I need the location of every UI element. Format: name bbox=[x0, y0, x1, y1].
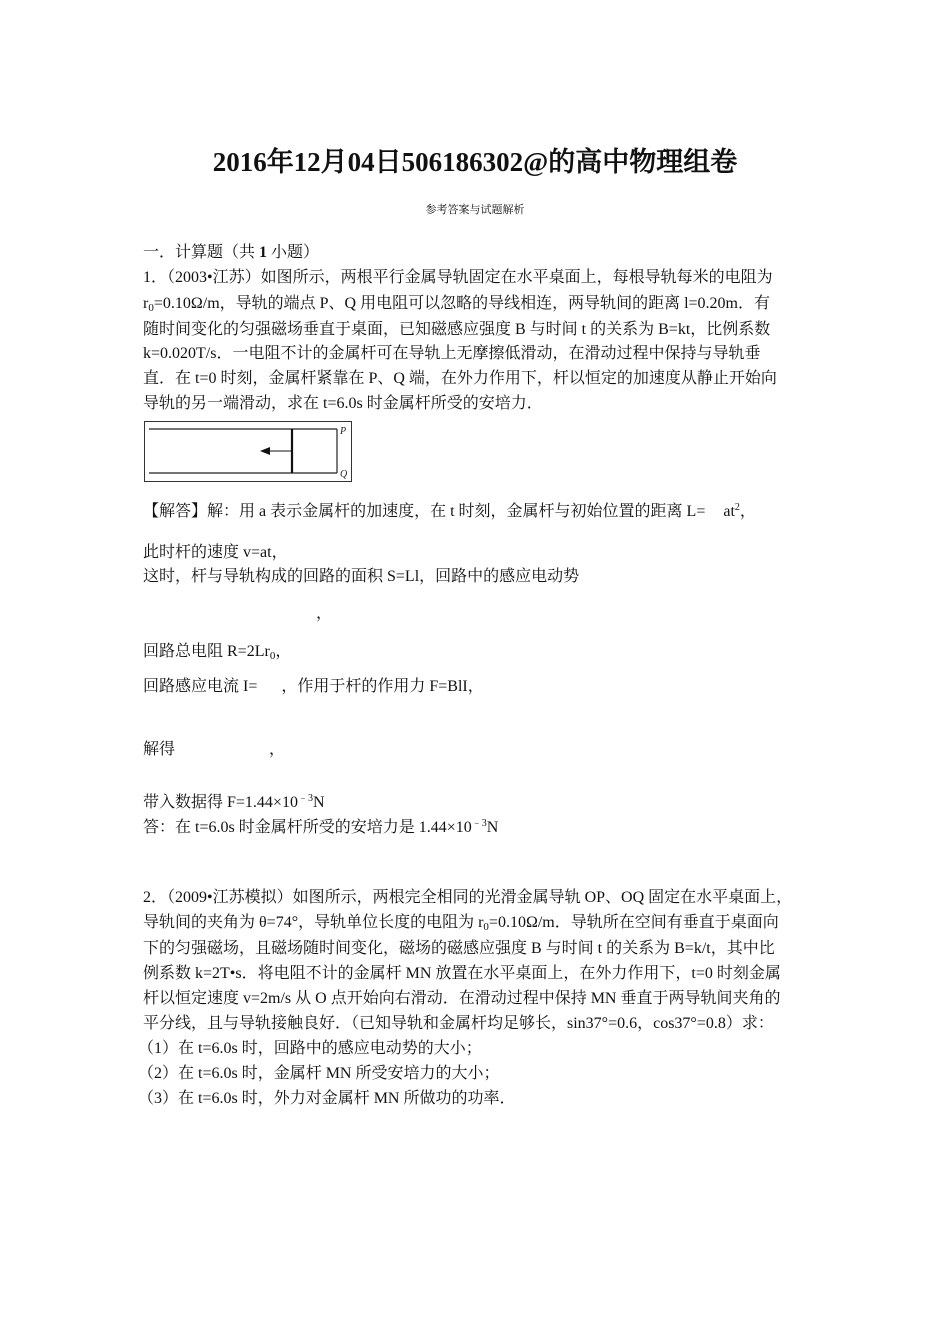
q2-line-1: 2．（2009•江苏模拟）如图所示，两根完全相同的光滑金属导轨 OP、OQ 固定在水平桌面上， bbox=[143, 889, 793, 906]
solution-at: at bbox=[723, 503, 735, 520]
solution-line-2: 此时杆的速度 v=at， bbox=[143, 544, 288, 561]
q2-part-3: （3）在 t=6.0s 时，外力对金属杆 MN 所做功的功率． bbox=[138, 1090, 516, 1107]
q1-line-5: 直．在 t=0 时刻，金属杆紧靠在 P、Q 端，在外力作用下，杆以恒定的加速度从静止开始向 bbox=[143, 370, 777, 387]
velocity-arrow-head bbox=[260, 447, 270, 455]
force-expression: ，作用于杆的作用力 F=BlI， bbox=[281, 678, 484, 695]
total-resistance-end: ， bbox=[275, 643, 292, 660]
q2-line-4: 例系数 k=2T•s．将电阻不计的金属杆 MN 放置在水平桌面上，在外力作用下，t=0 时刻金属 bbox=[143, 965, 781, 982]
solution-line-1-end: ， bbox=[739, 503, 756, 520]
answer-text: 答：在 t=6.0s 时金属杆所受的安培力是 1.44×10 bbox=[143, 819, 472, 836]
q2-line-2-b: =0.10Ω/m．导轨所在空间有垂直于桌面向 bbox=[488, 914, 779, 931]
q2-line-2-sub: 0 bbox=[483, 921, 489, 933]
solution-line-6 bbox=[143, 677, 484, 697]
solution-line-4: ， bbox=[316, 605, 333, 622]
q2-line-3: 下的匀强磁场，且磁场随时间变化，磁场的磁感应强度 B 与时间 t 的关系为 B=k/t，其中比 bbox=[143, 940, 775, 957]
induced-current: 回路感应电流 I= bbox=[143, 678, 258, 695]
solution-line-1 bbox=[143, 502, 756, 522]
solution-line-8 bbox=[143, 793, 325, 813]
total-resistance: 回路总电阻 R=2Lr bbox=[143, 643, 270, 660]
solution-line-7 bbox=[143, 740, 285, 760]
q2-line-5: 杆以恒定速度 v=2m/s 从 O 点开始向右滑动．在滑动过程中保持 MN 垂直于两导轨间夹角的 bbox=[143, 990, 781, 1007]
q1-line-2 bbox=[143, 294, 770, 314]
q1-line-3: 随时间变化的匀强磁场垂直于桌面，已知磁感应强度 B 与时间 t 的关系为 B=kt，比例系数 bbox=[143, 321, 771, 338]
q1-r: r bbox=[143, 295, 149, 312]
answer-unit: N bbox=[486, 819, 499, 836]
section-heading bbox=[143, 243, 319, 263]
substitute-value: 带入数据得 F=1.44×10 bbox=[143, 794, 298, 811]
section-suffix: 小题） bbox=[267, 244, 320, 261]
substitute-unit: N bbox=[312, 794, 325, 811]
q2-part-2: （2）在 t=6.0s 时，金属杆 MN 所受安培力的大小； bbox=[138, 1065, 500, 1082]
substitute-exp: ﹣3 bbox=[297, 793, 313, 804]
section-count: 1 bbox=[259, 244, 268, 261]
label-q: Q bbox=[340, 469, 348, 480]
solution-intro: 【解答】解：用 a 表示金属杆的加速度，在 t 时刻，金属杆与初始位置的距离 L= bbox=[143, 503, 706, 520]
label-p: P bbox=[340, 426, 347, 437]
rail-diagram-svg bbox=[144, 421, 352, 482]
q1-line-2-rest: =0.10Ω/m，导轨的端点 P、Q 用电阻可以忽略的导线相连，两导轨间的距离 l=0.20m．有 bbox=[153, 295, 771, 312]
page-subtitle: 参考答案与试题解析 bbox=[425, 204, 525, 216]
q1-line-4: k=0.020T/s．一电阻不计的金属杆可在导轨上无摩擦低滑动，在滑动过程中保持与导轨垂 bbox=[143, 345, 761, 362]
q1-line-6: 导轨的另一端滑动，求在 t=6.0s 时金属杆所受的安培力． bbox=[143, 395, 543, 412]
q2-line-6: 平分线，且与导轨接触良好．（已知导轨和金属杆均足够长，sin37°=0.6，cos37°=0.8）求： bbox=[143, 1015, 774, 1032]
section-prefix: 一．计算题（共 bbox=[143, 244, 260, 261]
q2-line-2-a: 导轨间的夹角为 θ=74°，导轨单位长度的电阻为 r bbox=[143, 914, 484, 931]
q1-line-1: 1．（2003•江苏）如图所示，两根平行金属导轨固定在水平桌面上，每根导轨每米的电阻为 bbox=[143, 269, 773, 286]
q2-part-1: （1）在 t=6.0s 时，回路中的感应电动势的大小； bbox=[138, 1040, 482, 1057]
page-title: 2016年12月04日506186302@的高中物理组卷 bbox=[212, 147, 738, 177]
solution-at-sup: 2 bbox=[734, 502, 740, 513]
q1-r-sub: 0 bbox=[148, 302, 154, 314]
answer-line bbox=[143, 818, 498, 838]
rail-diagram bbox=[144, 421, 352, 482]
solution-line-5 bbox=[143, 642, 291, 662]
solved-end: ， bbox=[269, 741, 286, 758]
total-resistance-sub: 0 bbox=[269, 650, 276, 662]
solved-label: 解得 bbox=[143, 741, 176, 758]
solution-line-3: 这时，杆与导轨构成的回路的面积 S=Ll，回路中的感应电动势 bbox=[143, 568, 580, 585]
answer-exp: ﹣3 bbox=[471, 818, 487, 829]
q2-line-2 bbox=[143, 913, 779, 933]
